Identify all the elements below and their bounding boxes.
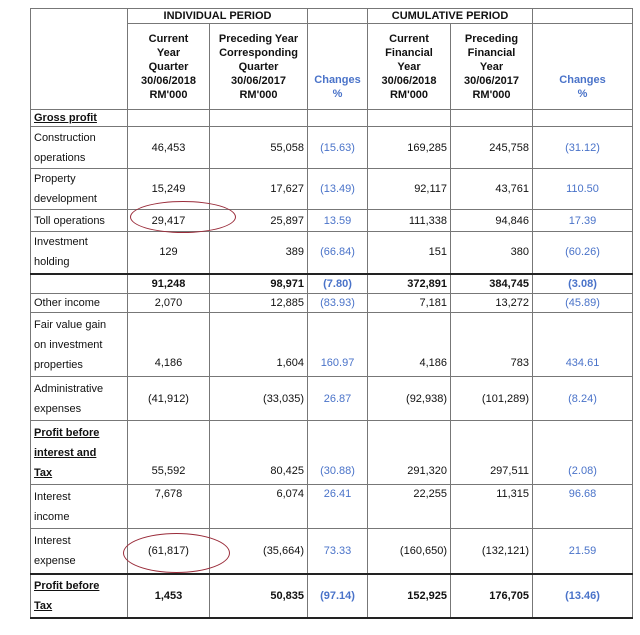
table-row: Administrative expenses (41,912) (33,035) 26.87 (92,938) (101,289) (8.24) [31, 377, 633, 421]
table-row: Interest expense (61,817) (35,664) 73.33 (160,650) (132,121) 21.59 [31, 529, 633, 574]
col-current-fy: Current Financial Year 30/06/2018 RM'000 [368, 24, 451, 110]
table-row: Profit before interest and Tax 55,592 80,425 (30.88) 291,320 297,511 (2.08) [31, 421, 633, 485]
table-row: 91,248 98,971 (7.80) 372,891 384,745 (3.08) [31, 274, 633, 294]
cumulative-period-heading: CUMULATIVE PERIOD [368, 9, 533, 24]
col-current-quarter: Current Year Quarter 30/06/2018 RM'000 [128, 24, 210, 110]
table-row: Toll operations 29,417 25,897 13.59 111,338 94,846 17.39 [31, 210, 633, 232]
table-row: Interest income 7,678 6,074 26.41 22,255 11,315 96.68 [31, 485, 633, 529]
individual-period-heading: INDIVIDUAL PERIOD [128, 9, 308, 24]
header-corner [31, 9, 128, 110]
gross-profit-label: Gross profit [31, 110, 128, 127]
col-changes-individual: Changes % [308, 24, 368, 110]
table-row: Fair value gain on investment properties 4,186 1,604 160.97 4,186 783 434.61 [31, 313, 633, 377]
col-preceding-fy: Preceding Financial Year 30/06/2017 RM'000 [451, 24, 533, 110]
table-row: Property development 15,249 17,627 (13.49) 92,117 43,761 110.50 [31, 169, 633, 210]
col-preceding-quarter: Preceding Year Corresponding Quarter 30/06/2017 RM'000 [210, 24, 308, 110]
table-row: Other income 2,070 12,885 (83.93) 7,181 13,272 (45.89) [31, 294, 633, 313]
table-row: Profit before Tax 1,453 50,835 (97.14) 152,925 176,705 (13.46) [31, 574, 633, 618]
table-row: Construction operations 46,453 55,058 (15.63) 169,285 245,758 (31.12) [31, 127, 633, 169]
financial-results-table [30, 8, 633, 619]
col-changes-cumulative: Changes % [533, 24, 633, 110]
table-row: Investment holding 129 389 (66.84) 151 380 (60.26) [31, 232, 633, 274]
